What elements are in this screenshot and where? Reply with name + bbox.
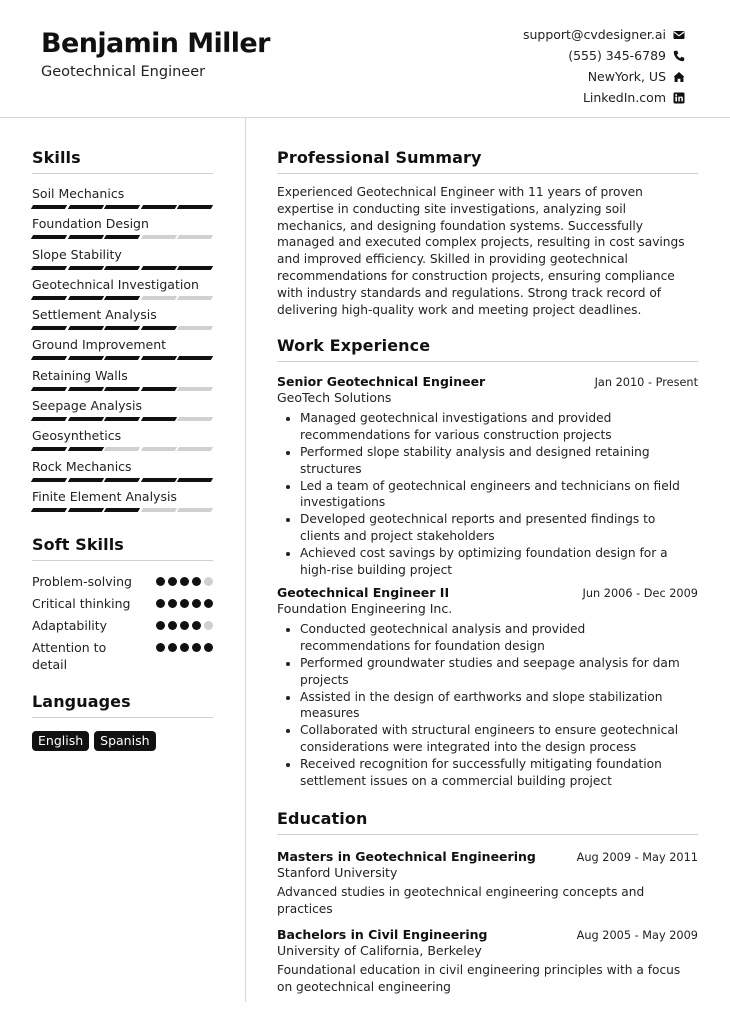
rating-dot-filled <box>204 599 213 608</box>
skill-bar-filled <box>67 205 103 209</box>
skill-bar-filled <box>67 356 103 360</box>
skill-bar-filled <box>104 387 140 391</box>
rating-dot-filled <box>168 599 177 608</box>
skill-bar-filled <box>141 478 177 482</box>
skill-bar-empty <box>177 417 213 421</box>
skill-bar-filled <box>67 478 103 482</box>
soft-skill-item <box>32 573 213 590</box>
skill-item <box>32 337 213 367</box>
skill-level-bars <box>32 235 213 239</box>
skill-name: Retaining Walls <box>32 367 128 383</box>
skill-name: Seepage Analysis <box>32 398 143 414</box>
job-entry <box>277 585 698 789</box>
skill-level-bars <box>32 205 213 209</box>
skill-bar-filled <box>141 205 177 209</box>
right-column <box>277 148 698 996</box>
skill-bar-empty <box>177 235 213 239</box>
skill-bar-filled <box>31 296 67 300</box>
skill-level-bars <box>32 447 213 451</box>
skill-bar-empty <box>177 296 213 300</box>
skill-bar-filled <box>31 205 67 209</box>
skill-bar-empty <box>141 508 177 512</box>
soft-skill-item <box>32 617 213 634</box>
skill-item <box>32 398 213 428</box>
degree-title: Bachelors in Civil Engineering <box>277 926 488 942</box>
degree-title: Masters in Geotechnical Engineering <box>277 849 536 865</box>
rating-dot-filled <box>180 643 189 652</box>
contact-location-text: NewYork, US <box>587 69 666 84</box>
skill-bar-filled <box>31 387 67 391</box>
languages-heading: Languages <box>32 692 213 718</box>
soft-skill-rating <box>156 643 213 652</box>
skill-item <box>32 247 213 277</box>
skill-bar-filled <box>67 266 103 270</box>
rating-dot-empty <box>204 577 213 586</box>
contact-email[interactable] <box>523 24 685 45</box>
rating-dot-filled <box>192 599 201 608</box>
job-entry <box>277 374 698 578</box>
skill-name: Foundation Design <box>32 216 149 232</box>
skill-level-bars <box>32 417 213 421</box>
rating-dot-filled <box>192 643 201 652</box>
skill-bar-filled <box>177 205 213 209</box>
skill-name: Rock Mechanics <box>32 458 132 474</box>
soft-skill-rating <box>156 599 213 608</box>
skill-bar-filled <box>104 356 140 360</box>
skill-level-bars <box>32 508 213 512</box>
candidate-name: Benjamin Miller <box>41 28 270 59</box>
education-entry <box>277 927 698 996</box>
rating-dot-filled <box>180 577 189 586</box>
candidate-title: Geotechnical Engineer <box>41 64 206 80</box>
contact-phone-text: (555) 345-6789 <box>568 48 666 63</box>
school-name: University of California, Berkeley <box>277 942 482 958</box>
soft-skill-name: Attention to detail <box>32 640 107 673</box>
soft-skill-item <box>32 639 213 673</box>
rating-dot-filled <box>168 643 177 652</box>
education-description: Advanced studies in geotechnical engineering concepts and practices <box>277 885 645 917</box>
skill-bar-filled <box>141 417 177 421</box>
skill-bar-filled <box>104 508 140 512</box>
skill-name: Slope Stability <box>32 246 122 262</box>
soft-skill-name: Adaptability <box>32 618 108 634</box>
skill-item <box>32 459 213 489</box>
rating-dot-filled <box>168 621 177 630</box>
skill-bar-filled <box>141 387 177 391</box>
job-title: Senior Geotechnical Engineer <box>277 374 486 390</box>
rating-dot-filled <box>180 599 189 608</box>
job-company: GeoTech Solutions <box>277 390 392 406</box>
skill-bar-filled <box>67 447 103 451</box>
job-bullet: • Assisted in the design of earthworks and slope stabilization measures <box>300 689 698 723</box>
contact-email-text: support@cvdesigner.ai <box>522 27 666 42</box>
contact-linkedin[interactable] <box>523 87 685 108</box>
rating-dot-filled <box>156 621 165 630</box>
rating-dot-filled <box>156 643 165 652</box>
left-column <box>32 148 213 751</box>
soft-skills-section <box>32 535 213 673</box>
skill-bar-filled <box>31 235 67 239</box>
skill-bar-filled <box>141 266 177 270</box>
skill-bar-filled <box>31 508 67 512</box>
skill-bar-filled <box>177 478 213 482</box>
skill-level-bars <box>32 387 213 391</box>
skill-bar-filled <box>67 326 103 330</box>
skill-bar-empty <box>141 296 177 300</box>
skill-bar-empty <box>141 235 177 239</box>
skill-name: Geotechnical Investigation <box>32 276 199 292</box>
contact-phone[interactable] <box>523 45 685 66</box>
job-bullet: • Managed geotechnical investigations and provided recommendations for various construction projects <box>300 410 698 444</box>
home-icon <box>673 71 685 83</box>
job-bullets <box>277 621 698 789</box>
column-divider <box>245 118 246 1002</box>
job-bullet: • Led a team of geotechnical engineers and technicians on field investigations <box>300 478 698 512</box>
skill-bar-filled <box>104 235 140 239</box>
school-name: Stanford University <box>277 865 398 881</box>
skill-bar-empty <box>104 447 140 451</box>
skill-item <box>32 368 213 398</box>
rating-dot-filled <box>180 621 189 630</box>
skill-level-bars <box>32 266 213 270</box>
skill-bar-filled <box>104 417 140 421</box>
education-date: Aug 2009 - May 2011 <box>576 851 698 865</box>
skill-level-bars <box>32 296 213 300</box>
skill-bar-empty <box>177 326 213 330</box>
job-bullet: • Performed groundwater studies and seepage analysis for dam projects <box>300 655 698 689</box>
rating-dot-filled <box>204 643 213 652</box>
skill-bar-filled <box>67 387 103 391</box>
summary-heading: Professional Summary <box>277 148 698 174</box>
skill-bar-filled <box>104 205 140 209</box>
skill-bar-filled <box>31 266 67 270</box>
skill-item <box>32 186 213 216</box>
skill-bar-filled <box>31 356 67 360</box>
skill-level-bars <box>32 356 213 360</box>
linkedin-icon <box>673 92 685 104</box>
skill-item <box>32 428 213 458</box>
language-badge: English <box>32 731 89 751</box>
job-date: Jan 2010 - Present <box>594 376 698 390</box>
soft-skill-name: Problem-solving <box>32 574 132 590</box>
skill-bar-filled <box>104 296 140 300</box>
skill-item <box>32 489 213 519</box>
skill-bar-empty <box>177 387 213 391</box>
skill-bar-empty <box>141 447 177 451</box>
skill-bar-filled <box>67 235 103 239</box>
skill-bar-filled <box>177 266 213 270</box>
job-company: Foundation Engineering Inc. <box>277 601 453 617</box>
skill-bar-filled <box>104 478 140 482</box>
rating-dot-filled <box>192 621 201 630</box>
skill-bar-filled <box>67 417 103 421</box>
rating-dot-filled <box>168 577 177 586</box>
rating-dot-filled <box>156 577 165 586</box>
skill-name: Soil Mechanics <box>32 186 125 201</box>
skill-item <box>32 216 213 246</box>
work-heading: Work Experience <box>277 336 698 362</box>
soft-skill-rating <box>156 621 213 630</box>
skill-name: Ground Improvement <box>32 337 167 353</box>
job-bullet: • Conducted geotechnical analysis and provided recommendations for foundation design <box>300 621 698 655</box>
skill-name: Finite Element Analysis <box>32 488 177 504</box>
phone-icon <box>673 50 685 62</box>
skill-level-bars <box>32 326 213 330</box>
job-date: Jun 2006 - Dec 2009 <box>582 587 698 601</box>
skill-bar-filled <box>31 326 67 330</box>
soft-skill-rating <box>156 577 213 586</box>
skills-list <box>32 186 213 519</box>
job-bullet: • Achieved cost savings by optimizing foundation design for a high-rise building project <box>300 545 698 579</box>
rating-dot-empty <box>204 621 213 630</box>
soft-skill-item <box>32 595 213 612</box>
education-section <box>277 809 698 995</box>
skill-bar-filled <box>177 356 213 360</box>
rating-dot-filled <box>192 577 201 586</box>
job-bullet: • Collaborated with structural engineers to ensure geotechnical considerations were integrated into the design process <box>300 722 698 756</box>
contact-location <box>523 66 685 87</box>
summary-text: Experienced Geotechnical Engineer with 11 years of proven expertise in conducting site investigations, analyzing soil mechanics, and designing foundation systems. Successfully managed and executed complex projects, resulting in cost savings and improved efficiency. Skilled in providing geotechnical recommendations for construction projects, ensuring compliance with industry standards and regulations. Strong track record of delivering high-quality work and meeting project deadlines. <box>277 185 685 317</box>
skill-bar-filled <box>31 478 67 482</box>
contact-linkedin-text: LinkedIn.com <box>582 90 666 105</box>
job-bullets <box>277 410 698 578</box>
job-bullet: • Developed geotechnical reports and presented findings to clients and project stakeholders <box>300 511 698 545</box>
skill-bar-filled <box>67 296 103 300</box>
resume-header <box>0 0 730 118</box>
skill-item <box>32 277 213 307</box>
soft-skills-heading: Soft Skills <box>32 535 213 561</box>
skill-bar-filled <box>104 266 140 270</box>
skills-heading: Skills <box>32 148 213 174</box>
education-date: Aug 2005 - May 2009 <box>576 928 698 942</box>
education-description: Foundational education in civil engineering principles with a focus on geotechnical engineering <box>277 962 681 994</box>
skill-bar-empty <box>177 508 213 512</box>
contact-list <box>523 24 685 108</box>
languages-section <box>32 692 213 751</box>
skill-name: Geosynthetics <box>32 428 122 444</box>
skill-bar-filled <box>67 508 103 512</box>
skill-bar-filled <box>141 326 177 330</box>
skill-level-bars <box>32 478 213 482</box>
skill-name: Settlement Analysis <box>32 307 157 323</box>
job-bullet: • Performed slope stability analysis and designed retaining structures <box>300 444 698 478</box>
envelope-icon <box>673 29 685 41</box>
job-title: Geotechnical Engineer II <box>277 585 450 601</box>
education-heading: Education <box>277 809 698 835</box>
skill-bar-empty <box>177 447 213 451</box>
education-entry <box>277 849 698 918</box>
skill-bar-filled <box>104 326 140 330</box>
soft-skill-name: Critical thinking <box>32 596 131 612</box>
skill-item <box>32 307 213 337</box>
skill-bar-filled <box>141 356 177 360</box>
language-badge: Spanish <box>94 731 155 751</box>
work-experience-section <box>277 336 698 789</box>
language-list <box>32 731 213 751</box>
skill-bar-filled <box>31 417 67 421</box>
rating-dot-filled <box>156 599 165 608</box>
skill-bar-filled <box>31 447 67 451</box>
soft-skills-list <box>32 573 213 673</box>
job-bullet: • Received recognition for successfully mitigating foundation settlement issues on a commercial building project <box>300 756 698 790</box>
